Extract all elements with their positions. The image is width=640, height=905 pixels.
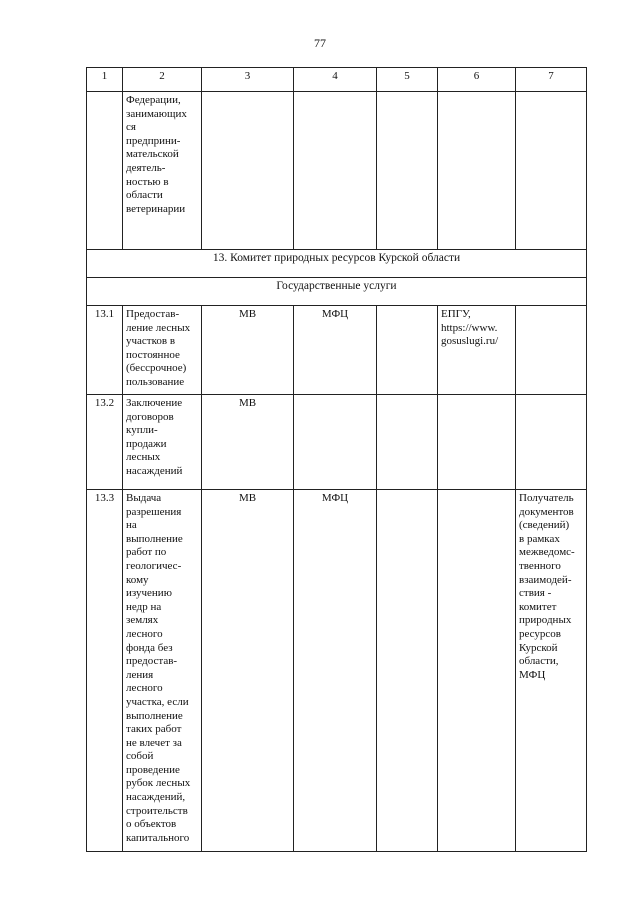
service-name: Выдача разрешения на выполнение работ по геологичес- кому изучению недр на землях лесного фонда без предостав- ления лесного участка, если выполнение таких работ не влечет за собой проведение рубок лесных насаждений, строительств о объектов капитального [123, 490, 202, 852]
table-row [87, 490, 587, 852]
cell-col-6 [438, 395, 516, 490]
cell-col-7 [516, 306, 587, 395]
cell-col-4 [294, 92, 377, 250]
cell-col-4 [294, 395, 377, 490]
table-row-continued [87, 92, 587, 250]
cell-col-6 [438, 92, 516, 250]
service-name: Предостав- ление лесных участков в постоянное (бессрочное) пользование [123, 306, 202, 395]
header-col-6: 6 [438, 68, 516, 92]
section-title: 13. Комитет природных ресурсов Курской области [87, 250, 587, 278]
row-number: 13.1 [87, 306, 123, 395]
cell-col-4: МФЦ [294, 306, 377, 395]
header-col-2: 2 [123, 68, 202, 92]
page-number: 77 [314, 36, 326, 50]
cell-col-5 [377, 395, 438, 490]
table-row [87, 306, 587, 395]
cell-col-3: МВ [202, 395, 294, 490]
cell-col-3: МВ [202, 490, 294, 852]
cell-col-5 [377, 306, 438, 395]
cell-col-6 [438, 490, 516, 852]
cell-col-4: МФЦ [294, 490, 377, 852]
cell-col-7 [516, 92, 587, 250]
header-col-4: 4 [294, 68, 377, 92]
cell-col-6: ЕПГУ, https://www. gosuslugi.ru/ [438, 306, 516, 395]
cell-num [87, 92, 123, 250]
table-row [87, 395, 587, 490]
subsection-row [87, 278, 587, 306]
cell-col-3: МВ [202, 306, 294, 395]
cell-col-7: Получатель документов (сведений) в рамках межведомс- твенного взаимодей- ствия - комитет природных ресурсов Курской области, МФЦ [516, 490, 587, 852]
service-name: Заключение договоров купли- продажи лесных насаждений [123, 395, 202, 490]
row-number: 13.3 [87, 490, 123, 852]
subsection-title: Государственные услуги [87, 278, 587, 306]
table-header-row [87, 68, 587, 92]
services-table [86, 67, 587, 852]
cell-col-3 [202, 92, 294, 250]
row-number: 13.2 [87, 395, 123, 490]
cell-col-5 [377, 92, 438, 250]
section-row [87, 250, 587, 278]
header-col-3: 3 [202, 68, 294, 92]
header-col-1: 1 [87, 68, 123, 92]
cell-col-5 [377, 490, 438, 852]
cell-col-7 [516, 395, 587, 490]
header-col-7: 7 [516, 68, 587, 92]
cell-service-name: Федерации, занимающих ся предприни- мательской деятель- ностью в области ветеринарии [123, 92, 202, 250]
header-col-5: 5 [377, 68, 438, 92]
